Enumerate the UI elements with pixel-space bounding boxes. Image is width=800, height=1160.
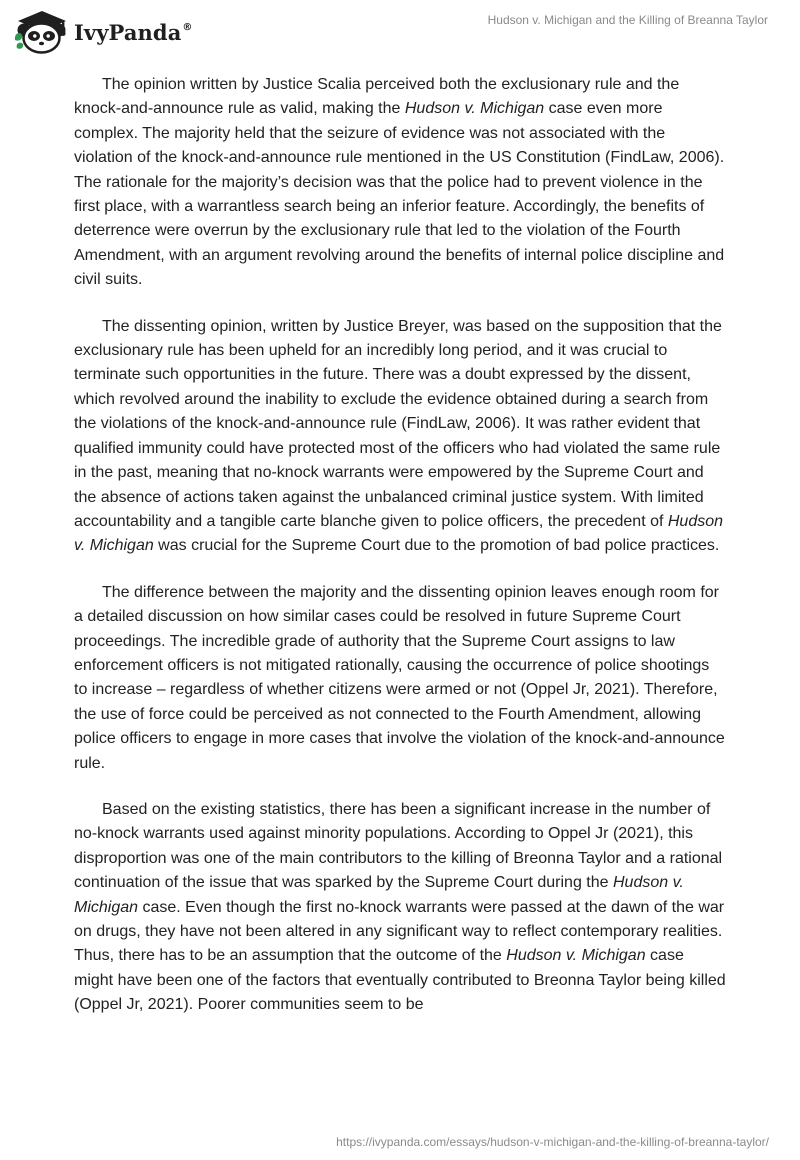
essay-body <box>74 73 726 1040</box>
paragraph-text: The opinion written by Justice Scalia perceived both the exclusionary rule and the knock-and-announce rule as valid, making the <box>74 76 680 118</box>
essay-paragraph <box>74 73 726 293</box>
paragraph-text: The dissenting opinion, written by Justice Breyer, was based on the supposition that the exclusionary rule has been upheld for an incredibly long period, and it was crucial to terminate such opportunities in the future. There was a doubt expressed by the dissent, which revolved around the inability to exclude the evidence obtained during a search from the violations of the knock-and-announce rule (FindLaw, 2006). It was rather evident that qualified immunity could have protected most of the officers who had violated the same rule in the past, meaning that no-knock warrants were empowered by the Supreme Court and the absence of actions taken against the unbalanced criminal justice system. With limited accountability and a tangible carte blanche given to police officers, the precedent of <box>74 317 722 530</box>
paragraph-text: case might have been one of the factors that eventually contributed to Breonna Taylor being killed (Oppel Jr, 2021). Poorer communities seem to be <box>74 947 726 1014</box>
paragraph-text: The difference between the majority and the dissenting opinion leaves enough room for a detailed discussion on how similar cases could be resolved in future Supreme Court proceedings. The incredible grade of authority that the Supreme Court assigns to law enforcement officers is not mitigated rationally, causing the occurrence of police shootings to increase – regardless of whether citizens were armed or not (Oppel Jr, 2021). Therefore, the use of force could be perceived as not connected to the Fourth Amendment, allowing police officers to engage in more cases that involve the violation of the knock-and-announce rule. <box>74 583 725 772</box>
paragraph-text: was crucial for the Supreme Court due to the promotion of bad police practices. <box>153 537 720 555</box>
registered-mark: ® <box>182 21 193 33</box>
paragraph-text: case even more complex. The majority held that the seizure of evidence was not associated with the violation of the knock-and-announce rule mentioned in the US Constitution (FindLaw, 2006). The rationale for the majority’s decision was that the police had to prevent violence in the first place, with a warrantless search being an inferior feature. Accordingly, the benefits of deterrence were overrun by the exclusionary rule that led to the violation of the Fourth Amendment, with an argument revolving around the benefits of internal police discipline and civil suits. <box>74 100 725 289</box>
case-name-italic: Hudson v. Michigan <box>74 512 724 555</box>
case-name-italic: Hudson v. Michigan <box>74 874 684 916</box>
brand-label: IvyPanda <box>74 19 182 45</box>
paragraph-text: case. Even though the first no-knock warrants were passed at the dawn of the war on drugs, they have not been altered in any significant way to reflect contemporary realities. Thus, there has to be an assumption that the outcome of the <box>74 898 725 965</box>
page-header <box>0 0 800 60</box>
essay-paragraph <box>74 581 726 776</box>
essay-paragraph <box>74 315 726 559</box>
panda-graduation-cap-icon <box>12 8 70 54</box>
ivypanda-logo[interactable] <box>12 8 193 54</box>
essay-paragraph <box>74 798 726 1018</box>
source-url[interactable]: https://ivypanda.com/essays/hudson-v-michigan-and-the-killing-of-breanna-taylor/ <box>336 1135 769 1149</box>
case-name-italic: Hudson v. Michigan <box>404 100 545 118</box>
case-name-italic: Hudson v. Michigan <box>506 947 646 965</box>
paragraph-text: Based on the existing statistics, there has been a significant increase in the number of no-knock warrants used against minority populations. According to Oppel Jr (2021), this disproportion was one of the main contributors to the killing of Breonna Taylor and a rational continuation of the issue that was sparked by the Supreme Court during the <box>74 800 723 892</box>
brand-name <box>74 20 193 45</box>
document-title: Hudson v. Michigan and the Killing of Breanna Taylor <box>487 13 768 27</box>
